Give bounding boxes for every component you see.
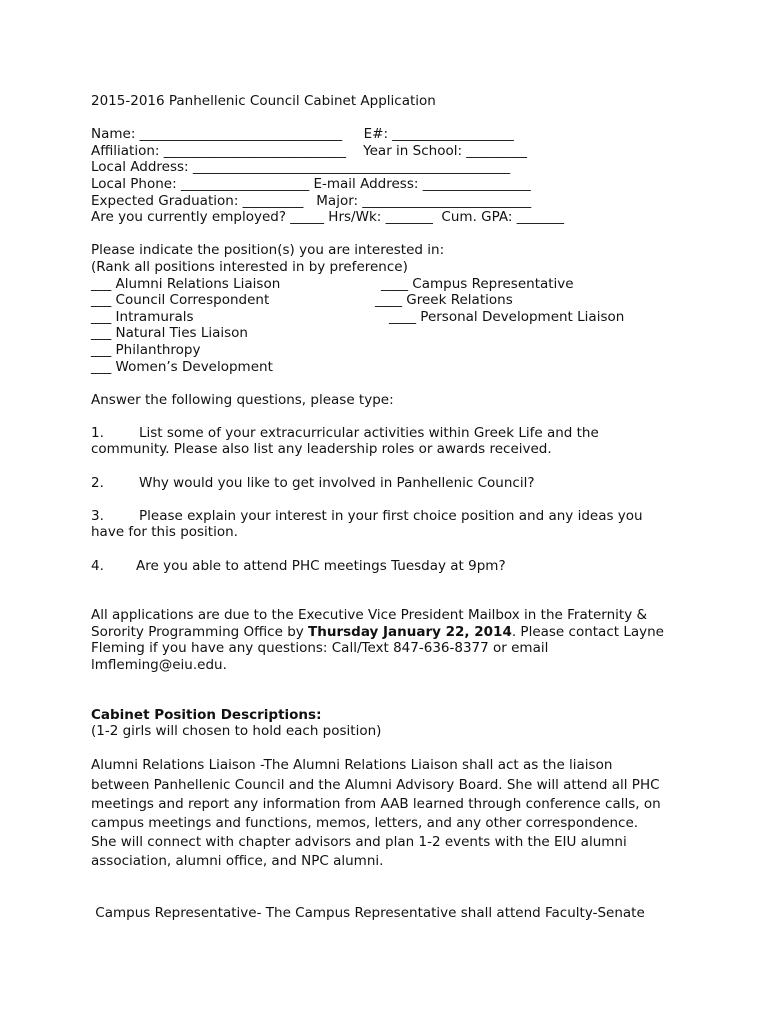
position-greek-relations: ____ Greek Relations xyxy=(375,292,513,309)
local-address-field-line: Local Address: _______________________________________________ xyxy=(91,159,511,176)
applicant-fields xyxy=(91,126,731,226)
description-line: campus meetings and functions, memos, letters, and any other correspondence. xyxy=(91,814,639,831)
name-field-line: Name: ______________________________ E#: __________________ xyxy=(91,126,514,143)
position-intramurals: ___ Intramurals xyxy=(91,308,194,325)
description-line: She will connect with chapter advisors and plan 1-2 events with the EIU alumni xyxy=(91,834,627,851)
question-3 xyxy=(91,508,731,541)
contact-info: Fleming if you have any questions: Call/Text 847-636-8377 or email xyxy=(91,640,549,657)
question-text-continued: have for this position. xyxy=(91,524,238,541)
alumni-relations-description xyxy=(91,756,731,871)
questions-list xyxy=(91,425,731,574)
application-document xyxy=(91,93,731,921)
position-womens-development: ___ Women’s Development xyxy=(91,358,273,375)
question-text: Are you able to attend PHC meetings Tuesday at 9pm? xyxy=(136,557,506,574)
description-line: Alumni Relations Liaison -The Alumni Relations Liaison shall act as the liaison xyxy=(91,757,613,774)
question-2 xyxy=(91,475,731,492)
graduation-field-line: Expected Graduation: _________ Major: _________________________ xyxy=(91,192,532,209)
question-number: 3. xyxy=(91,507,104,524)
employment-field-line: Are you currently employed? _____ Hrs/Wk: _______ Cum. GPA: _______ xyxy=(91,209,564,226)
question-text-continued: community. Please also list any leadership roles or awards received. xyxy=(91,441,552,458)
questions-instruction: Answer the following questions, please type: xyxy=(91,391,394,408)
position-council-correspondent: ___ Council Correspondent xyxy=(91,292,270,309)
positions-rank-note: (Rank all positions interested in by preference) xyxy=(91,258,408,275)
due-date-paragraph xyxy=(91,607,731,673)
affiliation-field-line: Affiliation: ___________________________ Year in School: _________ xyxy=(91,142,528,159)
position-alumni-relations: ___ Alumni Relations Liaison xyxy=(91,275,281,292)
description-line: meetings and report any information from AAB learned through conference calls, on xyxy=(91,795,661,812)
positions-instruction: Please indicate the position(s) you are interested in: xyxy=(91,242,445,259)
positions-list xyxy=(91,276,731,376)
local-phone-field-line: Local Phone: ___________________ E-mail Address: ________________ xyxy=(91,175,531,192)
due-line-2-start: Sorority Programming Office by xyxy=(91,623,309,640)
question-text: Please explain your interest in your first choice position and any ideas you xyxy=(139,507,643,524)
cabinet-descriptions xyxy=(91,707,731,922)
contact-email: lmfleming@eiu.edu. xyxy=(91,657,227,673)
cabinet-subheading: (1-2 girls will chosen to hold each position) xyxy=(91,723,382,740)
question-number: 2. xyxy=(91,474,104,491)
question-text: List some of your extracurricular activities within Greek Life and the xyxy=(139,424,599,441)
document-title: 2015-2016 Panhellenic Council Cabinet Application xyxy=(91,93,436,109)
question-4 xyxy=(91,558,731,575)
due-date: Thursday January 22, 2014 xyxy=(308,623,512,640)
description-line: between Panhellenic Council and the Alumni Advisory Board. She will attend all PHC xyxy=(91,776,660,793)
question-text: Why would you like to get involved in Panhellenic Council? xyxy=(139,474,535,491)
due-line-1: All applications are due to the Executive Vice President Mailbox in the Fraternity & xyxy=(91,607,648,624)
question-number: 4. xyxy=(91,557,104,574)
due-line-2-end: . Please contact Layne xyxy=(511,623,664,640)
position-campus-representative: ____ Campus Representative xyxy=(381,275,574,292)
position-natural-ties: ___ Natural Ties Liaison xyxy=(91,325,248,342)
question-number: 1. xyxy=(91,424,104,441)
description-line: association, alumni office, and NPC alumni. xyxy=(91,853,384,870)
question-1 xyxy=(91,425,731,458)
cabinet-heading: Cabinet Position Descriptions: xyxy=(91,706,322,723)
position-philanthropy: ___ Philanthropy xyxy=(91,341,201,358)
campus-representative-description: Campus Representative- The Campus Representative shall attend Faculty-Senate xyxy=(91,904,645,921)
position-personal-development: ____ Personal Development Liaison xyxy=(389,308,625,325)
